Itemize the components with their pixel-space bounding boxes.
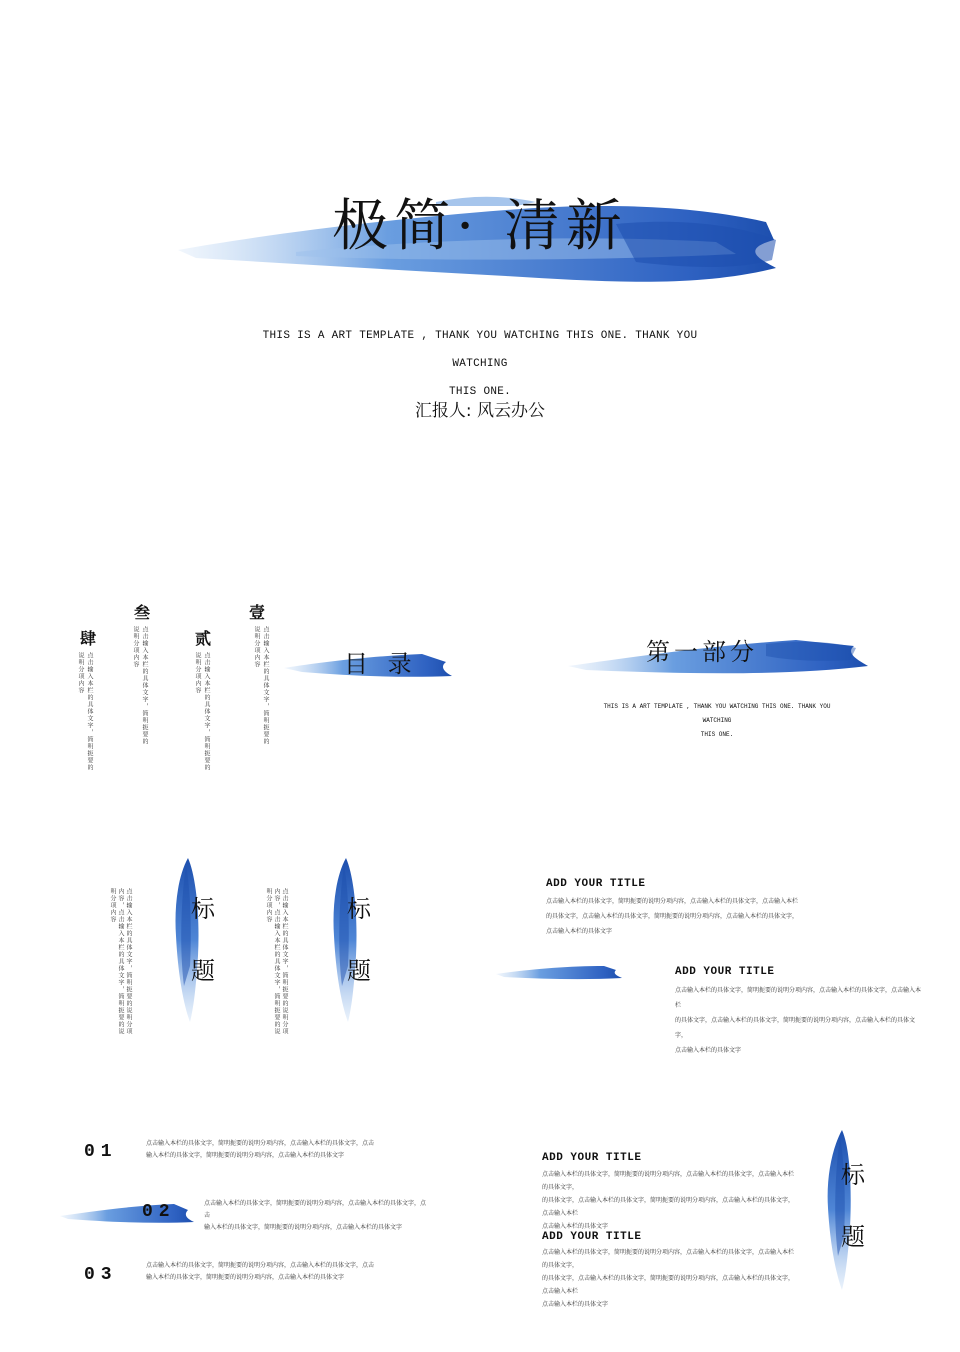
toc-title: 目 录 — [344, 650, 418, 678]
section-subtitle-line1: THIS IS A ART TEMPLATE , THANK YOU WATCHING THIS ONE. THANK YOU WATCHING — [603, 703, 831, 724]
last-vertical-title — [838, 1144, 868, 1268]
last-title-a: ADD YOUR TITLE — [542, 1152, 642, 1164]
numbered-01: 01 — [84, 1142, 118, 1162]
toc-num-1: 壹 — [249, 603, 266, 622]
last-title-b: ADD YOUR TITLE — [542, 1231, 642, 1243]
numbered-01-line2: 输入本栏的具体文字，简明扼要的说明分项内容，点击输入本栏的具体文字 — [146, 1152, 345, 1159]
toc-text-2: 点击输入本栏的具体文字，简明扼要的说明分项内容 — [194, 652, 210, 771]
last-title-b-line3: 点击输入本栏的具体文字 — [542, 1301, 609, 1308]
add-title-b: ADD YOUR TITLE — [675, 966, 775, 978]
vertical-title-right — [344, 878, 374, 1002]
numbered-01-body — [146, 1138, 382, 1162]
cover-subtitle-line1: THIS IS A ART TEMPLATE , THANK YOU WATCHING THIS ONE. THANK YOU WATCHING — [262, 330, 698, 370]
numbered-02-body — [204, 1198, 430, 1234]
section-subtitle — [600, 700, 834, 742]
vertical-text-right: 点击输入本栏的具体文字，简明扼要的说明分项内容，点击输入本栏的具体文字，简明扼要的说明分项内容 — [265, 888, 288, 1035]
vertical-title-left-char2: 题 — [191, 957, 215, 985]
add-title-b-body — [675, 983, 923, 1058]
numbered-02-line2: 输入本栏的具体文字，简明扼要的说明分项内容，点击输入本栏的具体文字 — [204, 1224, 403, 1231]
numbered-03: 03 — [84, 1265, 118, 1285]
last-title-a-line3: 点击输入本栏的具体文字 — [542, 1223, 609, 1230]
toc-text-3: 点击输入本栏的具体文字，简明扼要的说明分项内容 — [132, 626, 148, 745]
toc-text-4: 点击输入本栏的具体文字，简明扼要的说明分项内容 — [77, 652, 93, 771]
last-vertical-title-char1: 标 — [841, 1161, 865, 1189]
vertical-title-right-char1: 标 — [347, 895, 371, 923]
last-title-b-body — [542, 1246, 798, 1311]
cover-subtitle-line2: THIS ONE. — [448, 386, 512, 398]
vertical-text-left: 点击输入本栏的具体文字，简明扼要的说明分项内容，点击输入本栏的具体文字，简明扼要的说明分项内容 — [109, 888, 132, 1035]
last-title-b-line1: 点击输入本栏的具体文字，简明扼要的说明分项内容，点击输入本栏的具体文字，点击输入本栏的具体文字， — [542, 1249, 795, 1269]
toc-num-2: 贰 — [195, 629, 212, 648]
numbered-03-body — [146, 1260, 382, 1284]
add-title-b-line3: 点击输入本栏的具体文字 — [675, 1047, 742, 1054]
add-title-a-line1: 点击输入本栏的具体文字，简明扼要的说明分项内容，点击输入本栏的具体文字，点击输入本栏 — [546, 898, 799, 905]
section-title: 第一部分 — [646, 638, 758, 666]
numbered-02-line1: 点击输入本栏的具体文字，简明扼要的说明分项内容，点击输入本栏的具体文字，点击 — [204, 1200, 427, 1219]
add-title-b-line2: 的具体文字，点击输入本栏的具体文字，简明扼要的说明分项内容，点击输入本栏的具体文字， — [675, 1017, 916, 1039]
last-title-b-line2: 的具体文字，点击输入本栏的具体文字，简明扼要的说明分项内容，点击输入本栏的具体文字，点击输入本栏 — [542, 1275, 795, 1295]
add-title-a-body — [546, 894, 806, 939]
section-subtitle-line2: THIS ONE. — [700, 731, 734, 738]
add-title-brush-stroke — [494, 962, 624, 982]
vertical-title-left — [188, 878, 218, 1002]
last-title-a-body — [542, 1168, 798, 1233]
add-title-a-line2: 的具体文字，点击输入本栏的具体文字，简明扼要的说明分项内容，点击输入本栏的具体文字， — [546, 913, 799, 920]
cover-subtitle — [260, 322, 700, 406]
vertical-title-right-char2: 题 — [347, 957, 371, 985]
vertical-title-left-char1: 标 — [191, 895, 215, 923]
numbered-02: 02 — [142, 1202, 176, 1222]
toc-text-1: 点击输入本栏的具体文字，简明扼要的说明分项内容 — [253, 626, 269, 745]
toc-num-3: 叁 — [134, 603, 151, 622]
numbered-03-line2: 输入本栏的具体文字，简明扼要的说明分项内容，点击输入本栏的具体文字 — [146, 1274, 345, 1281]
numbered-03-line1: 点击输入本栏的具体文字，简明扼要的说明分项内容，点击输入本栏的具体文字，点击 — [146, 1262, 375, 1269]
add-title-b-line1: 点击输入本栏的具体文字，简明扼要的说明分项内容，点击输入本栏的具体文字，点击输入本栏 — [675, 987, 922, 1009]
numbered-brush-stroke — [58, 1200, 198, 1226]
last-title-a-line1: 点击输入本栏的具体文字，简明扼要的说明分项内容，点击输入本栏的具体文字，点击输入本栏的具体文字， — [542, 1171, 795, 1191]
add-title-a-line3: 点击输入本栏的具体文字 — [546, 928, 613, 935]
numbered-01-line1: 点击输入本栏的具体文字，简明扼要的说明分项内容，点击输入本栏的具体文字，点击 — [146, 1140, 375, 1147]
add-title-a: ADD YOUR TITLE — [546, 878, 646, 890]
cover-title: 极简· 清新 — [332, 194, 628, 259]
cover-reporter: 汇报人: 风云办公 — [414, 401, 546, 421]
toc-num-4: 肆 — [80, 629, 97, 648]
last-title-a-line2: 的具体文字，点击输入本栏的具体文字，简明扼要的说明分项内容，点击输入本栏的具体文字，点击输入本栏 — [542, 1197, 795, 1217]
last-vertical-title-char2: 题 — [841, 1223, 865, 1251]
